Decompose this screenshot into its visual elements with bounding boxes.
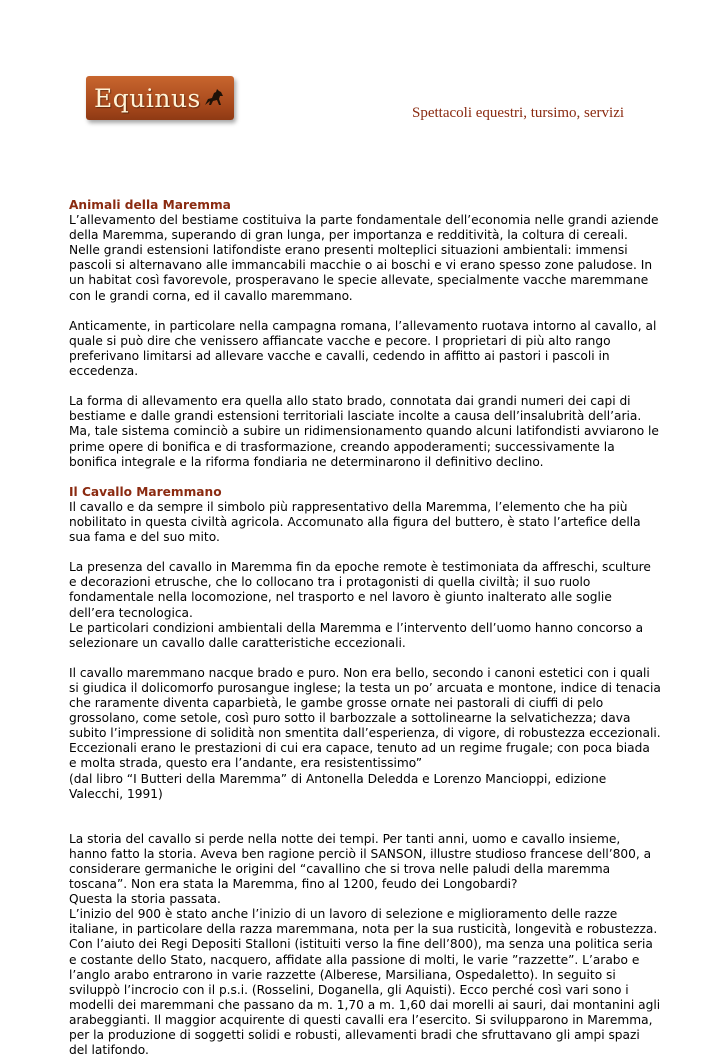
tagline: Spettacoli equestri, tursimo, servizi xyxy=(412,105,625,121)
paragraph: Questa la storia passata. xyxy=(69,892,221,907)
paragraph: Nelle grandi estensioni latifondiste erano presenti molteplici situazioni ambientali: immensi pascoli si alternavano alle immancabili macchie o ai boschi e vi erano spesso zone paludose. In un habitat così favorevole, prosperavano le specie allevate, specialmente vacche maremmane con le grandi corna, ed il cavallo maremmano. xyxy=(69,243,653,303)
document-body xyxy=(69,198,661,1058)
paragraph: L’allevamento del bestiame costituiva la parte fondamentale dell’economia nelle grandi aziende della Maremma, superando di gran lunga, per importanza e redditività, la coltura di cereali. xyxy=(69,213,659,243)
paragraph: Le particolari condizioni ambientali della Maremma e l’intervento dell’uomo hanno concorso a selezionare un cavallo dalle caratteristiche eccezionali. xyxy=(69,620,644,650)
section-title-cavallo: Il Cavallo Maremmano xyxy=(69,484,222,499)
paragraph: L’inizio del 900 è stato anche l’inizio di un lavoro di selezione e miglioramento delle razze italiane, in particolare della razza maremmana, nota per la sua rusticità, longevità e robustezza. xyxy=(69,907,658,937)
horse-rider-icon xyxy=(203,87,225,109)
paragraph: Il cavallo maremmano nacque brado e puro. Non era bello, secondo i canoni estetici con i quali si giudica il dolicomorfo purosangue inglese; la testa un po’ arcuata e montone, indice di tenacia che raramente diventa caparbietà, le gambe grosse ornate nei pastorali di ciuffi di pelo grossolano, come setole, così puro sotto il barbozzale a sottolinearne la selvatichezza; dava subito l’impressione di solidità non smentita dall’esperienza, di vigore, di robustezza eccezionali. Eccezionali erano le prestazioni di cui era capace, tenuto ad un regime frugale; con poca biada e molta strada, questo era l’andante, era resistentissimo” xyxy=(69,665,661,771)
paragraph: Anticamente, in particolare nella campagna romana, l’allevamento ruotava intorno al cavallo, al quale si può dire che venissero affiancate vacche e pecore. I proprietari di più alto rango preferivano limitarsi ad allevare vacche e cavalli, cedendo in affitto ai pastori i pascoli in eccedenza. xyxy=(69,318,657,379)
equinus-logo xyxy=(86,76,234,120)
paragraph: La forma di allevamento era quella allo stato brado, connotata dai grandi numeri dei capi di bestiame e dalle grandi estensioni territoriali lasciate incolte a causa dell’insalubrità dell’aria. Ma, tale sistema cominciò a subire un ridimensionamento quando alcuni latifondisti avviarono le prime opere di bonifica e di trasformazione, creando appoderamenti; successivamente la bonifica integrale e la riforma fondiaria ne determinarono il definitivo declino. xyxy=(69,394,659,469)
citation: (dal libro “I Butteri della Maremma” di Antonella Deledda e Lorenzo Mancioppi, edizione Valecchi, 1991) xyxy=(69,771,607,801)
section-title-animali: Animali della Maremma xyxy=(69,198,231,212)
paragraph: La storia del cavallo si perde nella notte dei tempi. Per tanti anni, uomo e cavallo insieme, hanno fatto la storia. Aveva ben ragione perciò il SANSON, illustre studioso francese dell’800, a considerare germaniche le origini del “cavallino che si trova nelle paludi della maremma toscana”. Non era stata la Maremma, fino al 1200, feudo dei Longobardi? xyxy=(69,831,652,892)
paragraph: Con l’aiuto dei Regi Depositi Stalloni (istituiti verso la fine dell’800), ma senza una politica seria e costante dello Stato, nacquero, affidate alla passione di molti, le varie ”razzette”. L’arabo e l’anglo arabo entrarono in varie razzette (Alberese, Marsiliana, Ospedaletto). In seguito si sviluppò l’incrocio con il p.s.i. (Rosselini, Doganella, gli Aquisti). Ecco perché così vari sono i modelli dei maremmani che passano da m. 1,70 a m. 1,60 dai morelli ai sauri, dai montanini agli arabeggianti. Il maggior acquirente di questi cavalli era l’esercito. Si svilupparono in Maremma, per la produzione di soggetti solidi e robusti, allevamenti bradi che sfruttavano gli ampi spazi del latifondo. xyxy=(69,937,661,1058)
paragraph: La presenza del cavallo in Maremma fin da epoche remote è testimoniata da affreschi, sculture e decorazioni etrusche, che lo collocano tra i protagonisti di quella civiltà; il suo ruolo fondamentale nella locomozione, nel trasporto e nel lavoro è giunto inalterato alle soglie dell’era tecnologica. xyxy=(69,560,651,620)
paragraph: Il cavallo e da sempre il simbolo più rappresentativo della Maremma, l’elemento che ha più nobilitato in questa civiltà agricola. Accomunato alla figura del buttero, è stato l’artefice della sua fama e del suo mito. xyxy=(69,499,641,545)
logo-text: Equinus xyxy=(94,83,201,113)
